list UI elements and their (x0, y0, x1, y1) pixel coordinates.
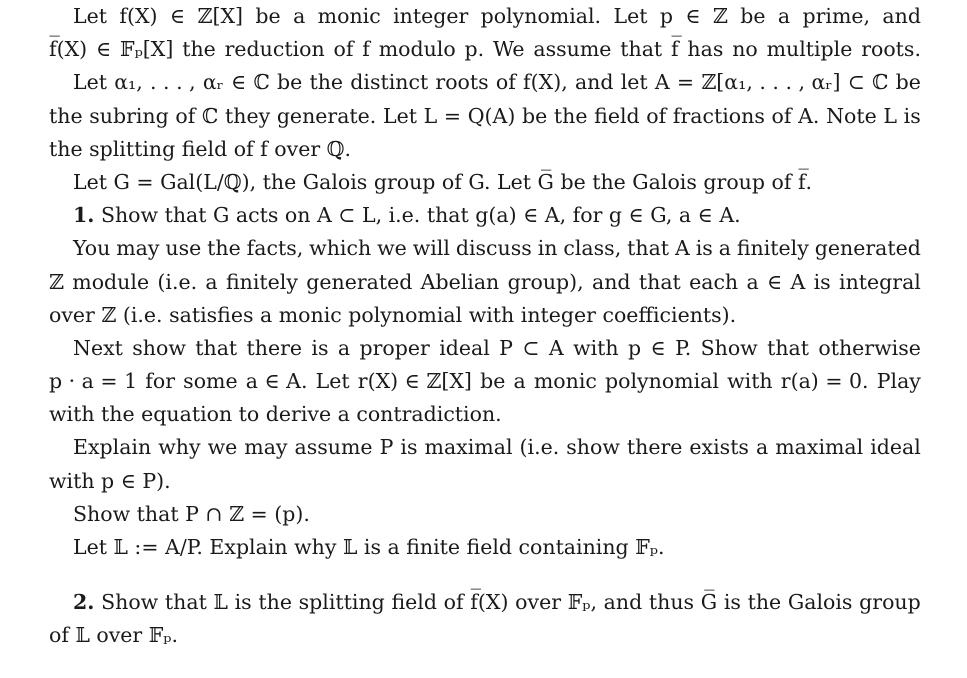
word: f (362, 37, 370, 62)
line-16: Show that P ∩ ℤ = (p). (73, 501, 310, 526)
word: A (790, 269, 806, 294)
word: group), (507, 269, 584, 294)
line-17: Let 𝕃 := A/P. Explain why 𝕃 is a finite field containing 𝔽ₚ. (73, 535, 665, 559)
word: a (718, 236, 731, 261)
word: Abelian (420, 269, 500, 294)
word: p (628, 335, 642, 360)
word: ideal (439, 335, 490, 360)
word: some (183, 369, 238, 394)
paragraph-gap (49, 564, 921, 586)
word: the (747, 590, 782, 615)
problem-text (49, 0, 921, 653)
word: Let (315, 369, 350, 394)
word: discuss (455, 236, 532, 261)
word: . . . , (150, 70, 196, 95)
line-10: over ℤ (i.e. satisfies a monic polynomial with integer coefficients). (49, 302, 737, 327)
word: splitting (298, 590, 385, 615)
word: Q(A) (467, 103, 516, 128)
word: and (603, 590, 643, 615)
word: p · a = 1 (49, 369, 138, 394)
word: roots. (861, 37, 921, 62)
word: field (391, 590, 437, 615)
word: is (813, 269, 831, 294)
word: generated (814, 236, 921, 261)
word: maximal (775, 435, 864, 460)
line-8 (49, 232, 921, 265)
word: each (689, 269, 739, 294)
word: P (499, 335, 513, 360)
word: Let (613, 4, 648, 28)
word: use (165, 236, 202, 261)
word: ℤ[X] (197, 4, 244, 28)
word: thus (648, 590, 695, 615)
word: a ∈ A. (245, 369, 308, 394)
word: no (732, 37, 758, 62)
word: ∈ (767, 269, 783, 294)
line-15: with p ∈ P). (49, 468, 171, 493)
word: in (537, 236, 558, 261)
word: there (626, 435, 683, 460)
word: proper (359, 335, 430, 360)
word: integer (393, 4, 469, 28)
word: finitely (736, 236, 809, 261)
word: be (895, 70, 921, 95)
word: that (164, 590, 207, 615)
word: let (620, 70, 648, 95)
word: a (777, 4, 791, 28)
word: may (116, 236, 160, 261)
word: with (727, 369, 773, 394)
word: be (255, 4, 281, 28)
word: the (553, 103, 588, 128)
word: ℤ[α₁, . . . , αᵣ] (701, 70, 841, 95)
word: is (400, 435, 418, 460)
word: A (674, 236, 690, 261)
line-6: Let G = Gal(L/ℚ), the Galois group of G. Let G̅ be the Galois group of f̅. (73, 169, 813, 194)
word: that (195, 335, 238, 360)
word: We (493, 37, 525, 62)
word: is (234, 590, 252, 615)
word: is (723, 590, 741, 615)
word: Let (73, 4, 107, 28)
word: monic (533, 369, 597, 394)
word: that (638, 269, 681, 294)
word: p (659, 4, 673, 28)
word: that (627, 236, 670, 261)
word: Next (73, 335, 123, 360)
word: Show (700, 335, 758, 360)
word: ℂ (202, 103, 219, 128)
word: and (592, 269, 631, 294)
word: G̅ (700, 590, 718, 615)
word: You (73, 236, 111, 261)
line-14 (49, 431, 921, 464)
word: that (767, 335, 810, 360)
word: otherwise (818, 335, 921, 360)
word: = (676, 70, 695, 95)
word: subring (89, 103, 169, 128)
word: show (132, 335, 186, 360)
word: ℂ (253, 70, 270, 95)
word: a (746, 269, 759, 294)
word: generated (306, 269, 413, 294)
word: of (495, 70, 516, 95)
word: with (573, 335, 619, 360)
line-2 (49, 33, 921, 66)
word: the (309, 70, 344, 95)
word: p. (464, 37, 485, 62)
word: monic (317, 4, 381, 28)
word: module (72, 269, 150, 294)
word: over (515, 590, 561, 615)
word: the (258, 590, 292, 615)
word: modulo (378, 37, 456, 62)
word: ⊂ (522, 335, 540, 360)
word: f(X), (523, 70, 568, 95)
word: 𝔽ₚ[X] (120, 37, 174, 62)
word: polynomial (605, 369, 719, 394)
word: and (882, 4, 921, 28)
word: Galois (787, 590, 853, 615)
word: Show (101, 590, 159, 615)
word: the (207, 236, 241, 261)
word: a (293, 4, 306, 28)
word: fractions (672, 103, 765, 128)
word: f(X) (119, 4, 158, 28)
word: r(X) ∈ ℤ[X] (357, 369, 472, 394)
word: is (311, 335, 329, 360)
word: we (377, 236, 407, 261)
line-7: 1. Show that G acts on A ⊂ L, i.e. that g(a) ∈ A, for g ∈ G, a ∈ A. (73, 203, 741, 228)
word: assume (294, 435, 373, 460)
word: ∈ (169, 4, 186, 28)
word: of (333, 37, 354, 62)
word: 𝔽ₚ, (567, 590, 597, 615)
word: polynomial. (480, 4, 602, 28)
word: we (207, 435, 238, 460)
word: there (246, 335, 303, 360)
item-number: 2. (73, 590, 95, 615)
word: ∈ (231, 70, 247, 95)
word: multiple (766, 37, 853, 62)
word: that (620, 37, 663, 62)
word: ∈ (650, 335, 666, 360)
word: of (646, 103, 667, 128)
word: which (309, 236, 372, 261)
word: will (412, 236, 450, 261)
line-3 (49, 66, 921, 99)
word: has (687, 37, 724, 62)
word: Explain (73, 435, 152, 460)
word: is (695, 236, 713, 261)
word: L (883, 103, 898, 128)
word: Let (382, 103, 417, 128)
word: be (276, 70, 303, 95)
line-12 (49, 365, 921, 398)
word: exists (689, 435, 749, 460)
word: P. (675, 335, 692, 360)
word: for (145, 369, 176, 394)
word: α₁, (114, 70, 143, 95)
word: a (337, 335, 351, 360)
word: finitely (225, 269, 298, 294)
word: assume (533, 37, 612, 62)
word: L (423, 103, 438, 128)
word: a (513, 369, 526, 394)
line-1 (49, 0, 921, 33)
word: be (480, 369, 506, 394)
word: αᵣ (202, 70, 224, 95)
line-9 (49, 266, 921, 299)
word: show (566, 435, 620, 460)
word: ∈ (685, 4, 701, 28)
line-18 (49, 586, 921, 619)
word: maximal (424, 435, 513, 460)
word: integral (839, 269, 921, 294)
word: be (522, 103, 548, 128)
word: Note (826, 103, 877, 128)
word: be (740, 4, 766, 28)
word: of (771, 103, 792, 128)
word: (i.e. (157, 269, 198, 294)
word: of (175, 103, 196, 128)
word: is (903, 103, 921, 128)
word: why (158, 435, 201, 460)
word: of (443, 590, 464, 615)
word: = (443, 103, 462, 128)
line-5: the splitting field of f over ℚ. (49, 136, 352, 161)
word: r(a) = 0. (780, 369, 869, 394)
word: ℂ (872, 70, 889, 95)
word: and (574, 70, 614, 95)
word: prime, (802, 4, 871, 28)
word: ℤ (712, 4, 728, 28)
word: Play (876, 369, 921, 394)
word: P (379, 435, 394, 460)
word: class, (563, 236, 622, 261)
word: group (859, 590, 921, 615)
word: f̅(X) (470, 590, 509, 615)
word: (i.e. (519, 435, 560, 460)
word: ℤ (49, 269, 64, 294)
line-11 (49, 332, 921, 365)
line-13: with the equation to derive a contradiction. (49, 402, 502, 427)
word: may (244, 435, 288, 460)
word: generate. (276, 103, 377, 128)
word: A. (798, 103, 820, 128)
word: reduction (224, 37, 325, 62)
word: 𝕃 (213, 590, 228, 615)
word: ∈ (96, 37, 112, 62)
word: a (205, 269, 218, 294)
word: they (225, 103, 271, 128)
word: ⊂ (847, 70, 865, 95)
word: field (594, 103, 640, 128)
word: facts, (246, 236, 304, 261)
word: ideal (870, 435, 921, 460)
word: a (755, 435, 769, 460)
word: f̅ (670, 37, 679, 62)
word: the (49, 103, 83, 128)
line-19: of 𝕃 over 𝔽ₚ. (49, 623, 179, 648)
word: A (654, 70, 670, 95)
word: roots (435, 70, 489, 95)
word: distinct (350, 70, 429, 95)
word: f̅(X) (49, 37, 88, 62)
word: Let (73, 70, 107, 95)
word: the (182, 37, 216, 62)
line-4 (49, 100, 921, 133)
word: A (548, 335, 564, 360)
